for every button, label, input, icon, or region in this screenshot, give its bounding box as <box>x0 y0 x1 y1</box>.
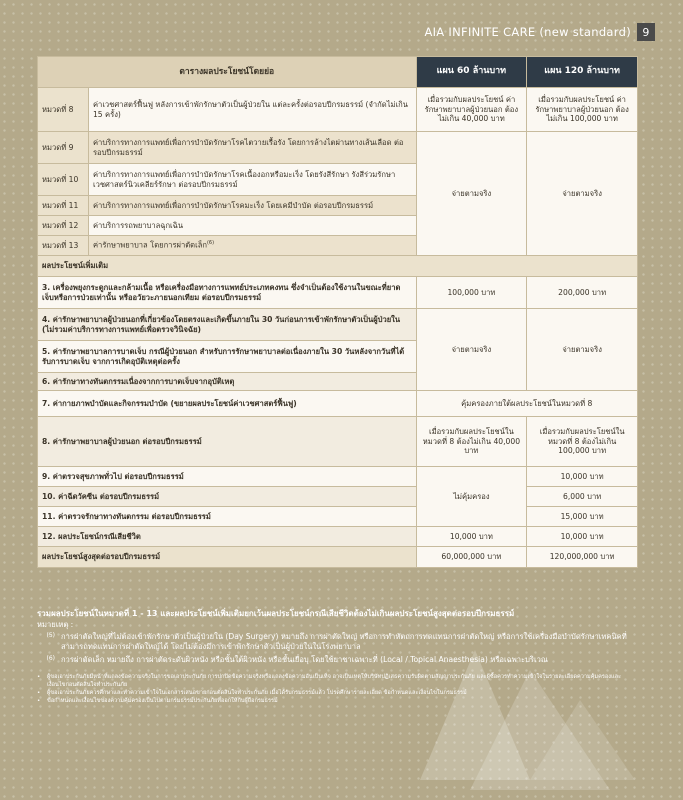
category-desc: ค่าเวชศาสตร์ฟื้นฟู หลังการเข้าพักรักษาตัวเป็นผู้ป่วยใน แต่ละครั้งต่อรอบปีกรมธรรม์ (จำกัดไม่เกิน 15 ครั้ง) <box>88 88 416 132</box>
remark-label: หมายเหตุ : <box>37 619 74 629</box>
plan-120-value: 200,000 บาท <box>527 277 638 309</box>
disclaimers <box>37 673 638 705</box>
plan-60-value: 10,000 บาท <box>416 527 527 547</box>
extra-benefit: 4. ค่ารักษาพยาบาลผู้ป่วยนอกที่เกี่ยวข้องโดยตรงและเกิดขึ้นภายใน 30 วันก่อนการเข้าพักรักษาตัวเป็นผู้ป่วยใน (ไม่รวมค่าบริการทางการแพทย์เพื่อตรวจวินิจฉัย) <box>38 309 417 341</box>
plan-120-value: 6,000 บาท <box>527 487 638 507</box>
extra-benefit: 6. ค่ารักษาทางทันตกรรมเนื่องจากการบาดเจ็บจากอุบัติเหตุ <box>38 373 417 391</box>
plan-60-value: จ่ายตามจริง <box>416 309 527 391</box>
page-number: 9 <box>637 23 655 41</box>
plan-120-value: เมื่อรวมกับผลประโยชน์ ค่ารักษาพยาบาลผู้ป่วยนอก ต้องไม่เกิน 100,000 บาท <box>527 88 638 132</box>
extra-benefit: 8. ค่ารักษาพยาบาลผู้ป่วยนอก ต่อรอบปีกรมธรรม์ <box>38 417 417 467</box>
extra-benefit: 12. ผลประโยชน์กรณีเสียชีวิต <box>38 527 417 547</box>
plan-120-value: จ่ายตามจริง <box>527 309 638 391</box>
plan-120-value: 10,000 บาท <box>527 527 638 547</box>
table-header: ตารางผลประโยชน์โดยย่อ <box>38 57 417 88</box>
both-plans-value: คุ้มครองภายใต้ผลประโยชน์ในหมวดที่ 8 <box>416 391 637 417</box>
disclaimer-item: • ผู้ขอเอาประกันภัยควรศึกษาและทำความเข้าใจในเอกสารเสนอขายก่อนตัดสินใจทำประกันภัย เมื่อได้รับกรมธรรม์แล้ว โปรดศึกษารายละเอียด ข้อกำหนดและเงื่อนไขในกรมธรรม์ <box>37 690 467 697</box>
category-label: หมวดที่ 11 <box>38 196 89 216</box>
category-desc: ค่าบริการรถพยาบาลฉุกเฉิน <box>88 216 416 236</box>
category-desc: ค่าบริการทางการแพทย์เพื่อการบำบัดรักษาโรคเนื้องอกหรือมะเร็ง โดยรังสีรักษา รังสีร่วมรักษา เวชศาสตร์นิวเคลียร์รักษา ต่อรอบปีกรมธรรม์ <box>88 164 416 196</box>
notes-section <box>37 609 638 705</box>
footnote: (6) การผ่าตัดเล็ก หมายถึง การผ่าตัดระดับผิวหนัง หรือชั้นใต้ผิวหนัง หรือชั้นเยื่อบุ โดยใช้ยาชาเฉพาะที่ (Local / Topical Anaesthesia) หรือเฉพาะบริเวณ <box>46 654 548 664</box>
plan-120-value: จ่ายตามจริง <box>527 132 638 256</box>
extra-section-title: ผลประโยชน์เพิ่มเติม <box>38 256 638 277</box>
extra-benefit: 11. ค่าตรวจรักษาทางทันตกรรม ต่อรอบปีกรมธรรม์ <box>38 507 417 527</box>
plan-60-value: 100,000 บาท <box>416 277 527 309</box>
brand-title: AIA INFINITE CARE (new standard) <box>424 25 631 39</box>
max-benefit-label: ผลประโยชน์สูงสุดต่อรอบปีกรมธรรม์ <box>38 547 417 568</box>
plan-60-value: จ่ายตามจริง <box>416 132 527 256</box>
plan-120-value: 15,000 บาท <box>527 507 638 527</box>
plan-60-value: เมื่อรวมกับผลประโยชน์ ค่ารักษาพยาบาลผู้ป่วยนอก ต้องไม่เกิน 40,000 บาท <box>416 88 527 132</box>
category-desc: ค่าบริการทางการแพทย์เพื่อการบำบัดรักษาโรคไตวายเรื้อรัง โดยการล้างไตผ่านทางเส้นเลือด ต่อรอบปีกรมธรรม์ <box>88 132 416 164</box>
category-label: หมวดที่ 9 <box>38 132 89 164</box>
category-label: หมวดที่ 8 <box>38 88 89 132</box>
extra-benefit: 9. ค่าตรวจสุขภาพทั่วไป ต่อรอบปีกรมธรรม์ <box>38 467 417 487</box>
disclaimer-item: • ผู้ขอเอาประกันภัยมีหน้าที่แถลงข้อความจริงในการขอเอาประกันภัย การปกปิดข้อความจริงหรือแถลงข้อความอันเป็นเท็จ อาจเป็นเหตุให้บริษัทปฏิเสธความรับผิดตามสัญญาประกันภัย และผู้ซื้อควรทำความเข้าใจในรายละเอียดความคุ้มครองและเงื่อนไขก่อนตัดสินใจทำประกันภัย <box>37 673 621 688</box>
page-header <box>424 23 655 41</box>
plan-60-value: เมื่อรวมกับผลประโยชน์ใน หมวดที่ 8 ต้องไม่เกิน 40,000 บาท <box>416 417 527 467</box>
plan-60-header: แผน 60 ล้านบาท <box>416 57 527 88</box>
plan-120-value: 10,000 บาท <box>527 467 638 487</box>
total-statement: รวมผลประโยชน์ในหมวดที่ 1 - 13 และผลประโยชน์เพิ่มเติมยกเว้นผลประโยชน์กรณีเสียชีวิตต้องไม่เกินผลประโยชน์สูงสุดต่อรอบปีกรมธรรม์ <box>37 609 515 618</box>
footnote-marker: (6) <box>206 240 215 247</box>
category-label: หมวดที่ 13 <box>38 236 89 256</box>
extra-benefit: 3. เครื่องพยุงกระดูกและกล้ามเนื้อ หรือเครื่องมือทางการแพทย์ประเภทคงทน ซึ่งจำเป็นต้องใช้งานในขณะที่ยาดเจ็บหรือการป่วยเท่านั้น หรืออวัยวะภายนอกเทียม ต่อรอบปีกรมธรรม์ <box>38 277 417 309</box>
category-desc: ค่าบริการทางการแพทย์เพื่อการบำบัดรักษาโรคมะเร็ง โดยเคมีบำบัด ต่อรอบปีกรมธรรม์ <box>88 196 416 216</box>
category-label: หมวดที่ 10 <box>38 164 89 196</box>
benefit-table <box>37 56 638 568</box>
extra-benefit: 7. ค่ากายภาพบำบัดและกิจกรรมบำบัด (ขยายผลประโยชน์ค่าเวชศาสตร์ฟื้นฟู) <box>38 391 417 417</box>
plan-60-value: ไม่คุ้มครอง <box>416 467 527 527</box>
disclaimer-item: • ข้อกำหนดและเงื่อนไขของความคุ้มครองเป็นไปตามกรมธรรม์ประกันภัยที่ออกให้กับผู้ถือกรมธรรม์ <box>37 698 278 705</box>
extra-benefit: 10. ค่าฉีดวัคซีน ต่อรอบปีกรมธรรม์ <box>38 487 417 507</box>
plan-120-value: เมื่อรวมกับผลประโยชน์ใน หมวดที่ 8 ต้องไม่เกิน 100,000 บาท <box>527 417 638 467</box>
category-label: หมวดที่ 12 <box>38 216 89 236</box>
plan-60-value: 60,000,000 บาท <box>416 547 527 568</box>
plan-120-header: แผน 120 ล้านบาท <box>527 57 638 88</box>
extra-benefit: 5. ค่ารักษาพยาบาลการบาดเจ็บ กรณีผู้ป่วยนอก สำหรับการรักษาพยาบาลต่อเนื่องภายใน 30 วันหลังจากวันที่ได้รับการบาดเจ็บ จากการเกิดอุบัติเหตุต่อครั้ง <box>38 341 417 373</box>
plan-120-value: 120,000,000 บาท <box>527 547 638 568</box>
category-desc: ค่ารักษาพยาบาล โดยการผ่าตัดเล็ก$^{(6)}$ <box>88 236 416 256</box>
footnote: (5) การผ่าตัดใหญ่ที่ไม่ต้องเข้าพักรักษาตัวเป็นผู้ป่วยใน (Day Surgery) หมายถึง การผ่าตัดใหญ่ หรือการทำหัตถการทดแทนการผ่าตัดใหญ่ หรือการใช้เครื่องมือบำบัดรักษาเทคนิคที่สามารถทดแทนการผ่าตัดใหญ่ได้ โดยไม่ต้องมีการเข้าพักรักษาตัวเป็นผู้ป่วยในในโรงพยาบาล <box>46 632 627 652</box>
